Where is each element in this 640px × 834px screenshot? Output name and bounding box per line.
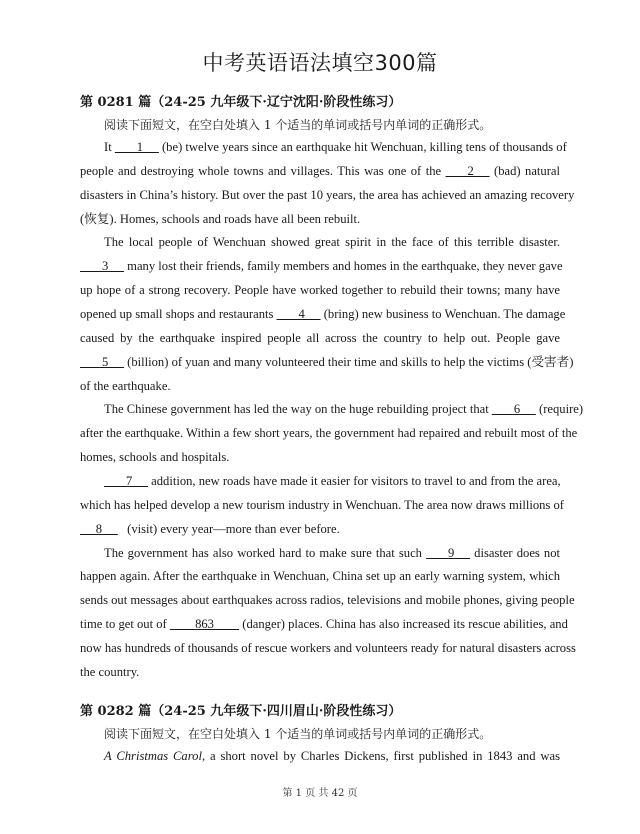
text-line: A Christmas Carol, a short novel by Charles Dickens, first published in 1843 and was xyxy=(104,748,560,763)
section-gap xyxy=(80,685,560,701)
text-line: now has hundreds of thousands of rescue workers and volunteers ready for natural disasters across xyxy=(80,641,576,656)
text-line: (恢复). Homes, schools and roads have all been rebuilt. xyxy=(80,211,361,226)
text-line: time to get out of 863 (danger) places. China has also increased its rescue abilities, and xyxy=(80,613,560,637)
text-line: up hope of a strong recovery. People have worked together to rebuild their towns; many have xyxy=(80,283,560,298)
document-title: 中考英语语法填空300篇 xyxy=(202,51,438,75)
text-line: 5 (billion) of yuan and many volunteered their time and skills to help the victims (受害者) xyxy=(80,351,560,375)
text-line: of the earthquake. xyxy=(80,378,171,393)
passage-heading: 第 0282 篇（24-25 九年级下·四川眉山·阶段性练习） xyxy=(80,703,402,719)
text-line: after the earthquake. Within a few short years, the government had repaired and rebuilt most of the xyxy=(80,426,578,441)
text-line: 7 addition, new roads have made it easier for visitors to travel to and from the area, xyxy=(80,470,560,494)
text-line: The government has also worked hard to make sure that such 9 disaster does not xyxy=(80,542,560,566)
answer-blank[interactable]: 5 xyxy=(80,354,124,369)
answer-blank[interactable]: 7 xyxy=(104,474,148,489)
text-line: which has helped develop a new tourism industry in Wenchuan. The area now draws millions of xyxy=(80,497,564,512)
answer-blank[interactable]: 2 xyxy=(445,163,490,178)
text-line: 8 (visit) every year—more than ever before. xyxy=(80,518,560,542)
answer-blank[interactable]: 863 xyxy=(169,617,240,632)
text-line: the country. xyxy=(80,664,140,679)
answer-blank[interactable]: 9 xyxy=(426,545,471,560)
text-line: caused by the earthquake inspired people all across the country to help out. People gave xyxy=(80,330,560,345)
text-line: 3 many lost their friends, family members and homes in the earthquake, they never gave xyxy=(80,255,560,279)
text-line: disasters in China’s history. But over the past 10 years, the area has achieved an amazing recovery xyxy=(80,187,575,202)
passage-instruction: 阅读下面短文，在空白处填入 1 个适当的单词或括号内单词的正确形式。 xyxy=(104,118,492,132)
passage-heading: 第 0281 篇（24-25 九年级下·辽宁沈阳·阶段性练习） xyxy=(80,95,402,110)
text-line: sends out messages about earthquakes across radios, televisions and mobile phones, giving people xyxy=(80,593,575,608)
text-line: people and destroying whole towns and villages. This was one of the 2 (bad) natural xyxy=(80,160,560,184)
answer-blank[interactable]: 6 xyxy=(491,402,536,417)
book-title: A Christmas Carol xyxy=(104,748,202,763)
answer-blank[interactable]: 4 xyxy=(276,307,321,322)
answer-blank[interactable]: 1 xyxy=(114,140,159,154)
text-line: The local people of Wenchuan showed great spirit in the face of this terrible disaster. xyxy=(104,235,560,250)
text-line: homes, schools and hospitals. xyxy=(80,450,230,465)
text-line: The Chinese government has led the way on the huge rebuilding project that 6 (require) xyxy=(80,398,560,422)
text-line: happen again. After the earthquake in Wenchuan, China set up an early warning system, which xyxy=(80,569,560,584)
answer-blank[interactable]: 8 xyxy=(80,521,118,536)
text-line: It 1 (be) twelve years since an earthquake hit Wenchuan, killing tens of thousands of xyxy=(80,136,560,160)
page-footer: 第 1 页 共 42 页 xyxy=(282,788,358,799)
text-line: opened up small shops and restaurants 4 (bring) new business to Wenchuan. The damage xyxy=(80,303,560,327)
document-body xyxy=(80,92,584,769)
passage-instruction: 阅读下面短文，在空白处填入 1 个适当的单词或括号内单词的正确形式。 xyxy=(104,726,492,741)
answer-blank[interactable]: 3 xyxy=(80,259,124,274)
